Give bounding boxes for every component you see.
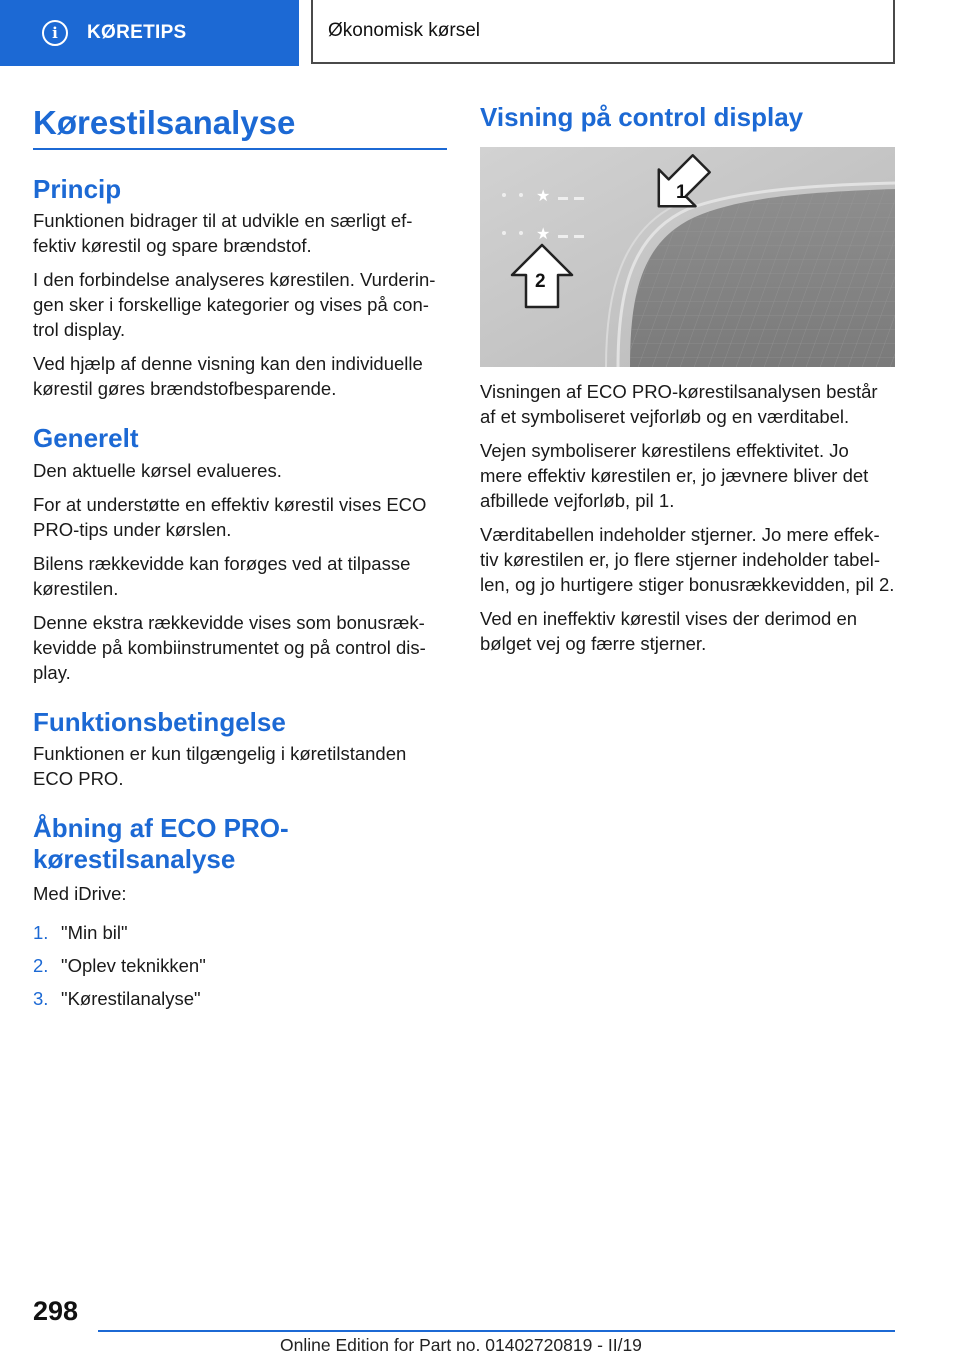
list-item: [33, 953, 447, 978]
heading-generelt: Generelt: [33, 423, 139, 454]
chapter-title: Økonomisk kørsel: [328, 20, 481, 41]
step-number: 1.: [33, 922, 49, 944]
heading-princip: Princip: [33, 174, 122, 205]
svg-text:★: ★: [536, 224, 551, 244]
paragraph: I den forbindelse analyseres kørestilen. Vurderin-gen sker i forskellige kategorier og vises på con-trol display.: [33, 269, 436, 341]
paragraph: Funktionen er kun tilgængelig i køretilstanden ECO PRO.: [33, 742, 407, 789]
list-item: [33, 920, 447, 945]
paragraph: For at understøtte en effektiv kørestil vises ECO PRO-tips under kørslen.: [33, 493, 427, 540]
paragraph: Denne ekstra rækkevidde vises som bonusræk-kevidde på kombiinstrumentet og på control dis-play.: [33, 611, 426, 683]
paragraph: Ved en ineffektiv kørestil vises der derimod en bølget vej og færre stjerner.: [480, 608, 858, 655]
chapter-title-box: [311, 0, 895, 64]
heading-funktionsbetingelse: Funktionsbetingelse: [33, 706, 286, 737]
step-text: "Min bil": [61, 922, 128, 944]
page-number: 298: [33, 1296, 79, 1326]
heading-aabning: Åbning af ECO PRO-kørestilsanalyse: [33, 812, 289, 874]
eco-pro-display-illustration: [480, 147, 895, 367]
svg-text:★: ★: [536, 186, 551, 206]
paragraph: Den aktuelle kørsel evalueres.: [33, 459, 282, 481]
steps-list: [33, 920, 447, 1011]
footer-divider: [98, 1330, 895, 1332]
section-label: KØRETIPS: [87, 22, 187, 43]
step-text: "Oplev teknikken": [61, 955, 206, 977]
paragraph: Ved hjælp af denne visning kan den individuelle kørestil gøres brændstofbesparende.: [33, 353, 423, 400]
step-number: 2.: [33, 955, 49, 977]
control-display-figure: [480, 147, 895, 367]
paragraph: Funktionen bidrager til at udvikle en særligt ef-fektiv kørestil og spare brændstof.: [33, 210, 413, 257]
paragraph: Bilens rækkevidde kan forøges ved at tilpasse kørestilen.: [33, 552, 411, 599]
info-icon: i: [42, 20, 68, 46]
step-text: "Kørestilanalyse": [61, 988, 201, 1010]
footer-edition: Online Edition for Part no. 01402720819 - II/19: [280, 1335, 642, 1355]
left-column: [33, 102, 447, 1019]
right-column: [480, 102, 895, 665]
page-title: Kørestilsanalyse: [33, 102, 447, 150]
list-item: [33, 986, 447, 1011]
paragraph: Med iDrive:: [33, 883, 127, 905]
paragraph: Værditabellen indeholder stjerner. Jo mere effek-tiv kørestilen er, jo flere stjerner indeholder tabel-len, og jo hurtigere stiger bonusrækkevidden, pil 2.: [480, 524, 895, 596]
arrow-2-label: 2: [535, 271, 546, 293]
heading-visning: Visning på control display: [480, 102, 804, 132]
arrow-1-label: 1: [676, 182, 687, 204]
paragraph: Visningen af ECO PRO-kørestilsanalysen består af et symboliseret vejforløb og en værditabel.: [480, 381, 878, 428]
paragraph: Vejen symboliserer kørestilens effektivitet. Jo mere effektiv kørestilen er, jo jævnere bliver det afbillede vejforløb, pil 1.: [480, 440, 869, 512]
section-tab: [0, 0, 299, 66]
step-number: 3.: [33, 988, 49, 1010]
